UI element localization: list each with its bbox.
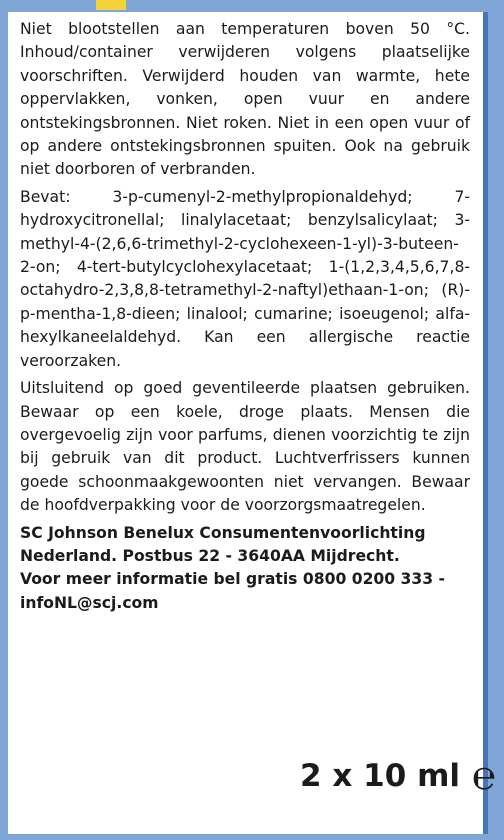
estimated-sign-icon: ℮	[472, 753, 497, 799]
volume-row	[300, 753, 497, 799]
label-panel	[8, 12, 488, 840]
contact-line: SC Johnson Benelux Consumentenvoorlichting	[20, 523, 426, 542]
contact-email: infoNL@scj.com	[20, 593, 159, 612]
label-text-area	[20, 18, 470, 615]
contact-block	[20, 522, 470, 616]
volume-label: 2 x 10 ml	[300, 758, 461, 794]
package-bottom-strip	[0, 834, 504, 840]
usage-paragraph: Uitsluitend op goed geventileerde plaatsen gebruiken. Bewaar op een koele, droge plaats. Mensen die overgevoelig zijn voor parfums, dienen voorzichtig te zijn bij gebruik van dit product. Luchtverfrissers kunnen goede schoonmaakgewoonten niet vervangen. Bewaar de hoofdverpakking voor de voorzorgsmaatregelen.	[20, 379, 470, 515]
ingredients-paragraph: Bevat: 3-p-cumenyl-2-methylpropionaldehyd; 7-hydroxycitronellal; linalylacetaat; benzylsalicylaat; 3-methyl-4-(2,6,6-trimethyl-2-cyclohexeen-1-yl)-3-buteen-2-on; 4-tert-butylcyclohexylacetaat; 1-(1,2,3,4,5,6,7,8-octahydro-2,3,8,8-tetramethyl-2-naftyl)ethaan-1-on; (R)-p-mentha-1,8-dieen; linalool; cumarine; isoeugenol; alfa-hexylkaneelaldehyd. Kan een allergische reactie veroorzaken.	[20, 187, 470, 370]
contact-line: Nederland. Postbus 22 - 3640AA Mijdrecht.	[20, 546, 400, 565]
yellow-accent-mark	[96, 0, 126, 10]
safety-paragraph: Niet blootstellen aan temperaturen boven 50 °C. Inhoud/container verwijderen volgens plaatselijke voorschriften. Verwijderd houden van warmte, hete oppervlakken, vonken, open vuur en andere ontstekingsbronnen. Niet roken. Niet in een open vuur of op andere ontstekingsbronnen spuiten. Ook na gebruik niet doorboren of verbranden.	[20, 20, 470, 179]
contact-line: Voor meer informatie bel gratis 0800 0200 333 -	[20, 570, 445, 589]
